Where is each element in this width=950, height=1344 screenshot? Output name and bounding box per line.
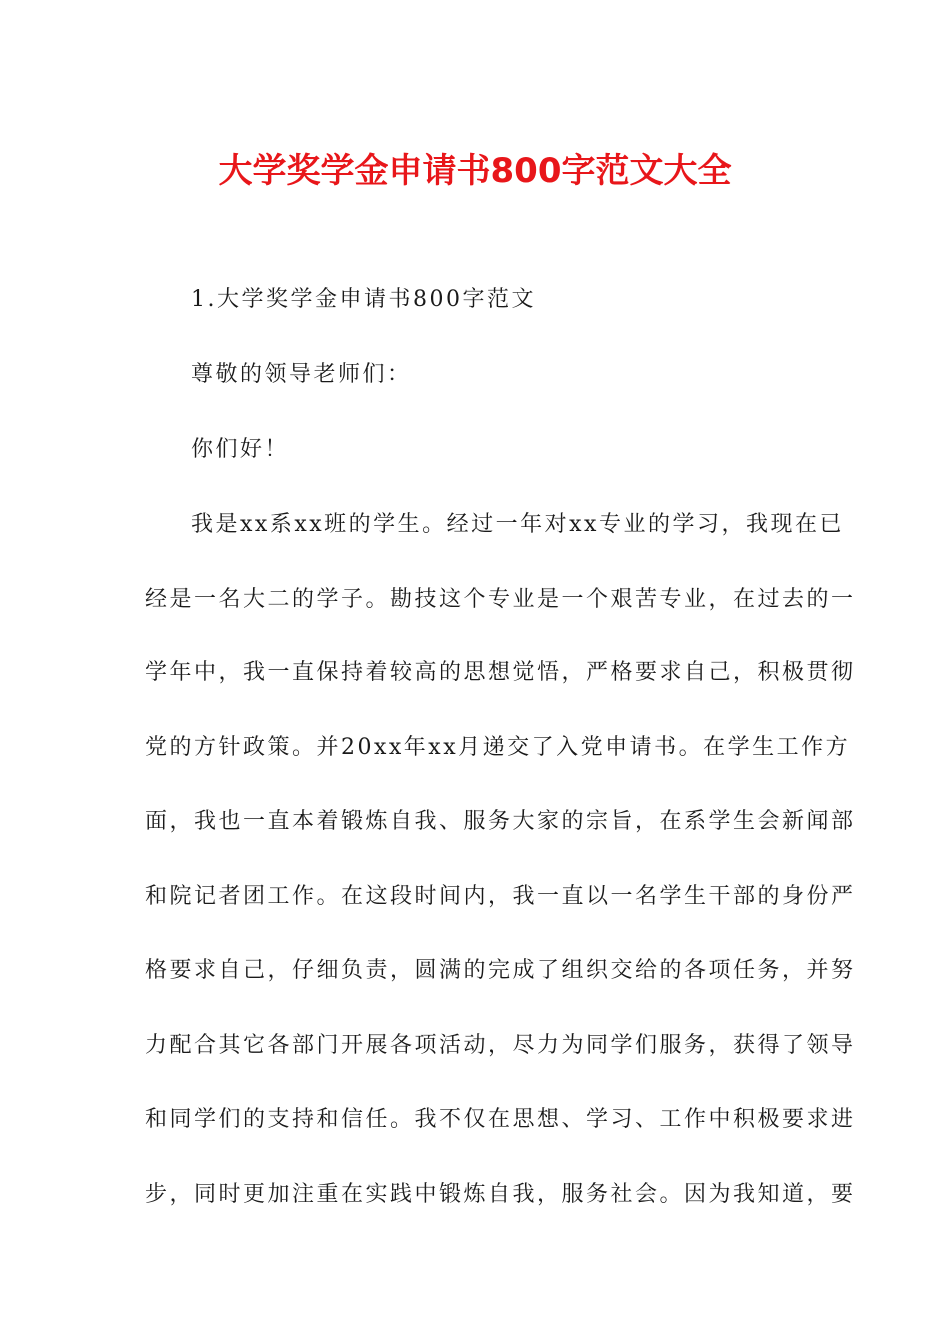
document-title: 大学奖学金申请书800字范文大全: [218, 151, 732, 191]
section-heading: 1.大学奖学金申请书800字范文: [191, 287, 536, 312]
paragraph-line: 经是一名大二的学子。勘技这个专业是一个艰苦专业，在过去的一: [145, 587, 856, 612]
paragraph-line: 格要求自己，仔细负责，圆满的完成了组织交给的各项任务，并努: [145, 958, 856, 983]
paragraph-line: 步，同时更加注重在实践中锻炼自我，服务社会。因为我知道，要: [145, 1182, 856, 1207]
paragraph-line: 力配合其它各部门开展各项活动，尽力为同学们服务，获得了领导: [145, 1033, 856, 1058]
paragraph-line: 我是xx系xx班的学生。经过一年对xx专业的学习，我现在已: [191, 512, 844, 537]
paragraph-line: 学年中，我一直保持着较高的思想觉悟，严格要求自己，积极贯彻: [145, 660, 856, 685]
salutation: 尊敬的领导老师们：: [191, 362, 412, 387]
greeting: 你们好！: [191, 437, 290, 462]
paragraph-line: 和同学们的支持和信任。我不仅在思想、学习、工作中积极要求进: [145, 1107, 856, 1132]
paragraph-line: 面，我也一直本着锻炼自我、服务大家的宗旨，在系学生会新闻部: [145, 809, 856, 834]
paragraph-line: 党的方针政策。并20xx年xx月递交了入党申请书。在学生工作方: [145, 735, 851, 760]
paragraph-line: 和院记者团工作。在这段时间内，我一直以一名学生干部的身份严: [145, 884, 856, 909]
